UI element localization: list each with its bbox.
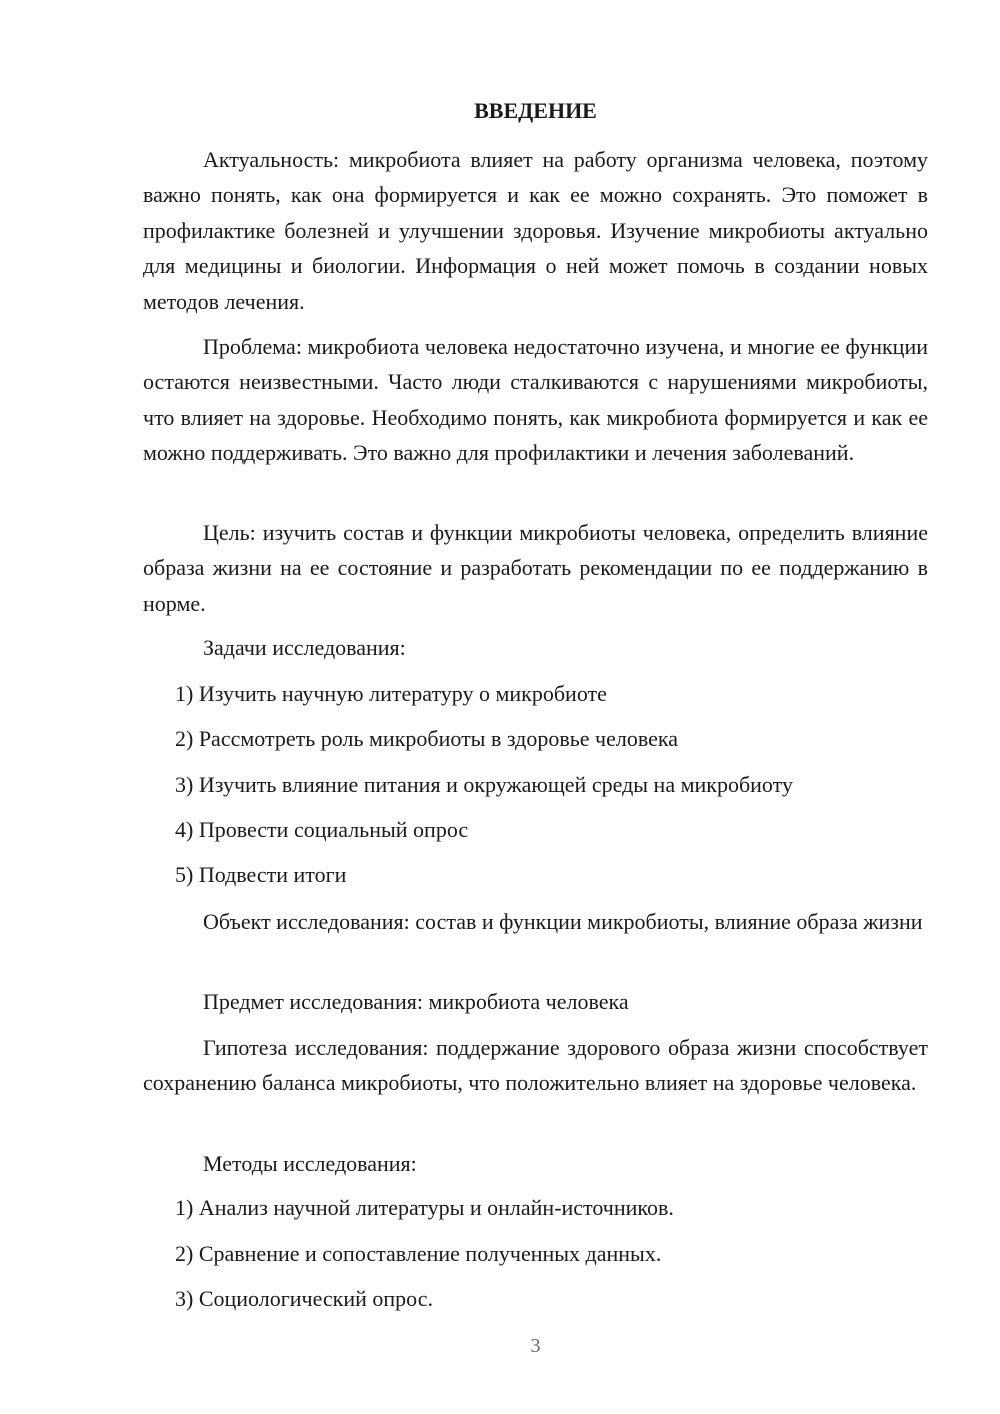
section-heading	[143, 96, 928, 126]
page-number: 3	[530, 1335, 541, 1357]
paragraph-goal: Цель: изучить состав и функции микробиоты человека, определить влияние образа жизни на ее состояние и разработать рекомендации по ее поддержанию в норме.	[143, 520, 928, 616]
task-item-3: 3) Изучить влияние питания и окружающей среды на микробиоту	[175, 772, 793, 797]
paragraph-hypothesis: Гипотеза исследования: поддержание здорового образа жизни способствует сохранению баланса микробиоты, что положительно влияет на здоровье человека.	[143, 1035, 928, 1096]
section-heading-text: ВВЕДЕНИЕ	[474, 98, 597, 123]
method-item-2: 2) Сравнение и сопоставление полученных данных.	[175, 1241, 662, 1266]
methods-title: Методы исследования:	[203, 1151, 417, 1176]
task-item-1: 1) Изучить научную литературу о микробиоте	[175, 681, 607, 706]
task-item-5: 5) Подвести итоги	[175, 862, 347, 887]
task-item-4: 4) Провести социальный опрос	[175, 817, 469, 842]
paragraph-subject: Предмет исследования: микробиота человека	[203, 989, 629, 1014]
tasks-title: Задачи исследования:	[203, 635, 406, 660]
method-item-3: 3) Социологический опрос.	[175, 1286, 433, 1311]
paragraph-problem: Проблема: микробиота человека недостаточно изучена, и многие ее функции остаются неизвестными. Часто люди сталкиваются с нарушениями микробиоты, что влияет на здоровье. Необходимо понять, как микробиота формируется и как ее можно поддерживать. Это важно для профилактики и лечения заболеваний.	[143, 334, 928, 466]
document-page	[143, 0, 928, 1414]
task-item-2: 2) Рассмотреть роль микробиоты в здоровье человека	[175, 726, 678, 751]
method-item-1: 1) Анализ научной литературы и онлайн-источников.	[175, 1195, 674, 1220]
paragraph-object: Объект исследования: состав и функции микробиоты, влияние образа жизни	[203, 909, 923, 934]
paragraph-relevance: Актуальность: микробиота влияет на работу организма человека, поэтому важно понять, как она формируется и как ее можно сохранять. Это поможет в профилактике болезней и улучшении здоровья. Изучение микробиоты актуально для медицины и биологии. Информация о ней может помочь в создании новых методов лечения.	[143, 147, 928, 314]
